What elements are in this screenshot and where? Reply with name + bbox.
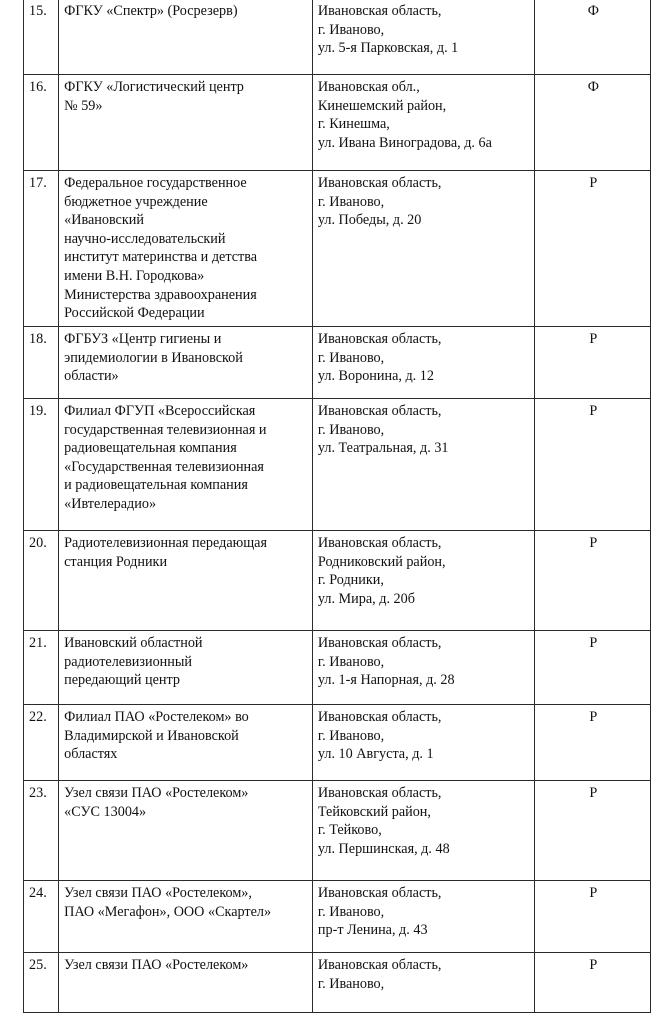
organization-name [59,531,313,631]
organization-name [59,0,313,75]
table-row [24,75,651,171]
category-code: Р [534,631,650,705]
organization-address-line: ул. Победы, д. 20 [317,212,422,229]
organization-address-line: г. Иваново, [317,653,385,670]
organization-address-line: ул. Мира, д. 20б [317,590,415,607]
organization-name [59,399,313,531]
facilities-table-body [24,0,651,1013]
organization-address-line: ул. 5-я Парковская, д. 1 [317,40,459,57]
row-number: 18. [24,327,59,399]
organization-name-line: институт материнства и детства [64,249,258,266]
organization-address [312,327,534,399]
organization-address-line: г. Иваново, [317,21,385,38]
organization-name-line: Федеральное государственное [64,175,247,191]
organization-name-line: Владимирской и Ивановской [64,727,239,744]
table-row [24,531,651,631]
organization-address-line: Ивановская область, [317,3,442,19]
row-number: 23. [24,781,59,881]
organization-address [312,881,534,953]
organization-address-line: г. Тейково, [317,822,382,839]
table-row [24,881,651,953]
organization-name-line: «Ивтелерадио» [64,495,157,512]
organization-name-line: «СУС 13004» [64,803,147,820]
organization-address-line: ул. Ивана Виноградова, д. 6а [317,134,492,151]
row-number: 21. [24,631,59,705]
category-code: Р [534,531,650,631]
row-number: 15. [24,0,59,75]
organization-address-line: Ивановская область, [317,635,442,651]
organization-address-line: ул. Першинская, д. 48 [317,840,450,857]
row-number: 17. [24,171,59,327]
organization-address-line: г. Иваново, [317,975,385,992]
organization-address-line: Ивановская область, [317,957,442,973]
organization-name-line: Узел связи ПАО «Ростелеком» [64,957,249,973]
organization-name-line: Узел связи ПАО «Ростелеком», [64,885,252,901]
organization-address [312,781,534,881]
table-row [24,0,651,75]
organization-name [59,705,313,781]
organization-name-line: Филиал ФГУП «Всероссийская [64,403,256,419]
table-row [24,327,651,399]
organization-address-line: г. Иваново, [317,421,385,438]
organization-name [59,631,313,705]
organization-name-line: эпидемиологии в Ивановской [64,349,243,366]
organization-name-line: научно-исследовательский [64,230,226,247]
organization-name-line: № 59» [64,97,103,114]
organization-address-line: Ивановская область, [317,885,442,901]
organization-name [59,881,313,953]
organization-name-line: радиотелевизионный [64,653,192,670]
category-code: Р [534,327,650,399]
organization-name-line: ФГКУ «Логистический центр [64,79,244,95]
organization-name [59,781,313,881]
organization-name [59,953,313,1013]
table-row [24,171,651,327]
organization-address-line: ул. Воронина, д. 12 [317,368,434,385]
organization-name-line: Российской Федерации [64,305,205,322]
organization-address-line: Ивановская область, [317,175,442,191]
organization-address [312,171,534,327]
category-code: Ф [534,0,650,75]
organization-address [312,705,534,781]
organization-address-line: Ивановская область, [317,535,442,551]
organization-name-line: бюджетное учреждение [64,193,208,210]
organization-name-line: Ивановский областной [64,635,203,651]
organization-name [59,171,313,327]
facilities-table [23,0,651,1013]
category-code: Р [534,171,650,327]
organization-name-line: передающий центр [64,672,180,689]
organization-address-line: Ивановская область, [317,785,442,801]
organization-name-line: станция Родники [64,553,168,570]
organization-name-line: ПАО «Мегафон», ООО «Скартел» [64,903,272,920]
organization-address-line: г. Иваново, [317,903,385,920]
organization-name-line: «Государственная телевизионная [64,458,264,475]
table-row [24,953,651,1013]
organization-address-line: Тейковский район, [317,803,431,820]
organization-address-line: Родниковский район, [317,553,446,570]
row-number: 16. [24,75,59,171]
organization-name-line: областях [64,746,118,763]
organization-address [312,631,534,705]
organization-name-line: государственная телевизионная и [64,421,267,438]
organization-address [312,531,534,631]
organization-address-line: Кинешемский район, [317,97,447,114]
category-code: Р [534,781,650,881]
category-code: Ф [534,75,650,171]
row-number: 19. [24,399,59,531]
organization-address-line: г. Иваново, [317,193,385,210]
organization-name-line: радиовещательная компания [64,440,237,457]
organization-address-line: г. Кинешма, [317,116,390,133]
row-number: 20. [24,531,59,631]
organization-name-line: Министерства здравоохранения [64,286,257,303]
organization-name-line: «Ивановский [64,212,144,229]
organization-name-line: ФГБУЗ «Центр гигиены и [64,331,222,347]
organization-name-line: Филиал ПАО «Ростелеком» во [64,709,249,725]
table-row [24,631,651,705]
category-code: Р [534,881,650,953]
organization-name-line: Узел связи ПАО «Ростелеком» [64,785,249,801]
organization-address-line: пр-т Ленина, д. 43 [317,922,428,939]
category-code: Р [534,399,650,531]
organization-name [59,327,313,399]
organization-address [312,399,534,531]
organization-address-line: г. Родники, [317,572,384,589]
category-code: Р [534,705,650,781]
organization-address [312,75,534,171]
organization-name [59,75,313,171]
organization-name-line: ФГКУ «Спектр» (Росрезерв) [64,3,238,19]
organization-address-line: Ивановская область, [317,403,442,419]
organization-name-line: имени В.Н. Городкова» [64,267,205,284]
organization-address-line: г. Иваново, [317,349,385,366]
organization-address-line: ул. 10 Августа, д. 1 [317,746,434,763]
organization-address [312,0,534,75]
organization-address-line: Ивановская обл., [317,79,420,95]
row-number: 22. [24,705,59,781]
organization-address-line: ул. Театральная, д. 31 [317,440,449,457]
row-number: 24. [24,881,59,953]
organization-address-line: г. Иваново, [317,727,385,744]
organization-name-line: и радиовещательная компания [64,477,248,494]
organization-address-line: ул. 1-я Напорная, д. 28 [317,672,455,689]
table-row [24,705,651,781]
row-number: 25. [24,953,59,1013]
organization-address-line: Ивановская область, [317,331,442,347]
table-row [24,399,651,531]
category-code: Р [534,953,650,1013]
organization-address-line: Ивановская область, [317,709,442,725]
table-row [24,781,651,881]
organization-address [312,953,534,1013]
organization-name-line: Радиотелевизионная передающая [64,535,267,551]
organization-name-line: области» [64,368,119,385]
